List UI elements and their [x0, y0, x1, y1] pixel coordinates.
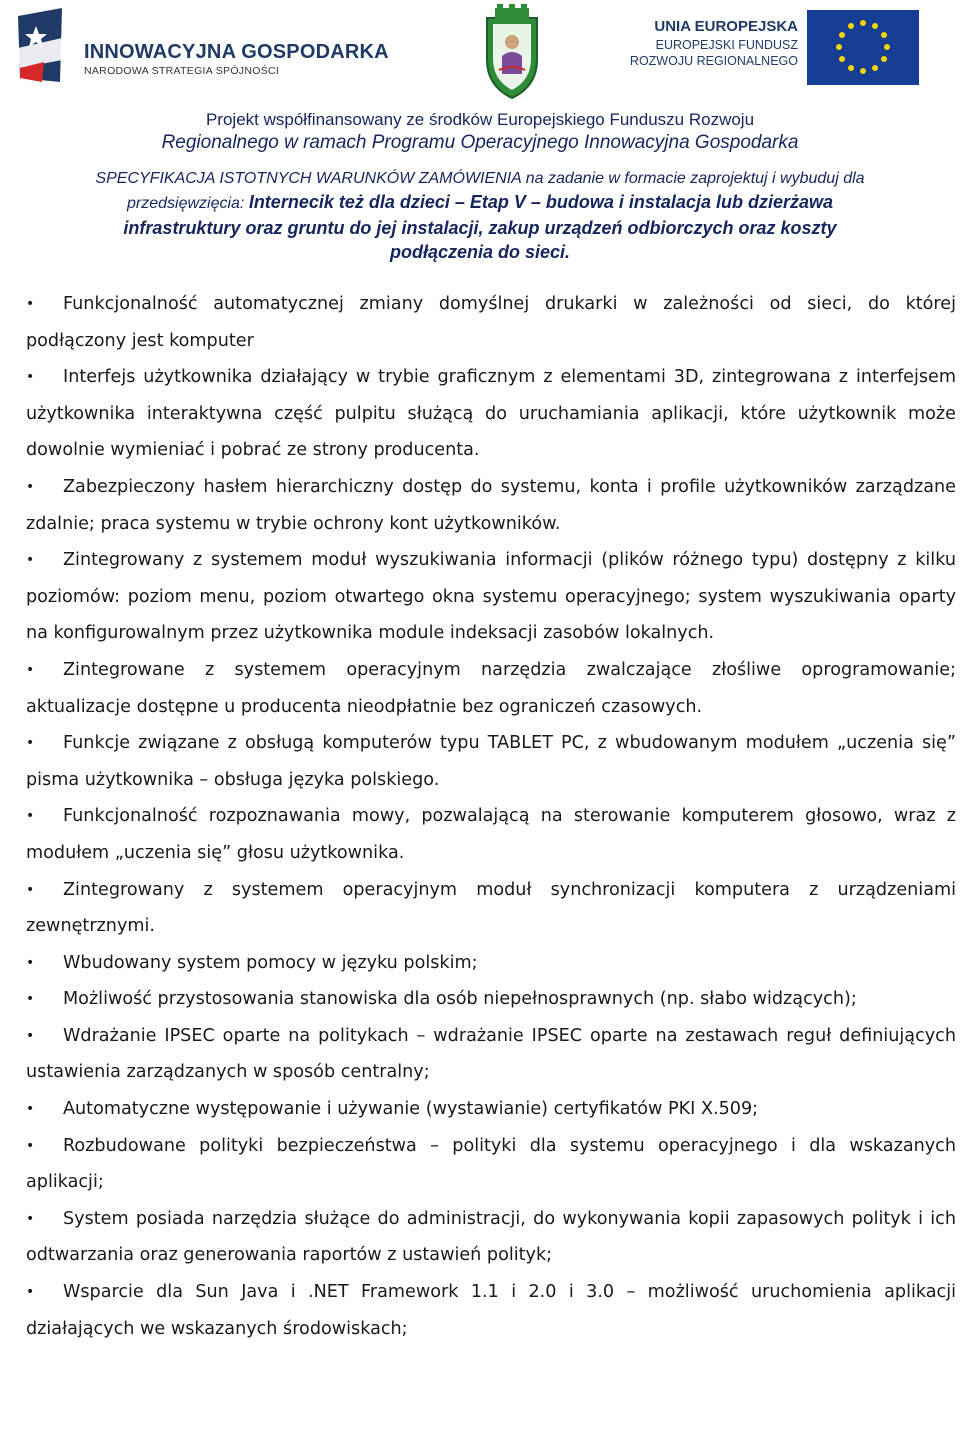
bullet-icon: •	[26, 661, 35, 678]
list-item-text: Funkcjonalność rozpoznawania mowy, pozwalającą na sterowanie komputerem głosowo, wraz z modułem „uczenia się” głosu użytkownika.	[26, 806, 956, 863]
ig-title: INNOWACYJNA GOSPODARKA	[84, 41, 389, 63]
bullet-icon: •	[26, 735, 35, 752]
specification-heading	[0, 168, 960, 264]
gmina-crest-logo	[477, 4, 547, 102]
eu-flag-icon	[805, 10, 950, 85]
list-item	[26, 725, 956, 798]
project-line1: Projekt współfinansowany ze środków Europejskiego Funduszu Rozwoju	[205, 110, 755, 129]
ig-subtitle: NARODOWA STRATEGIA SPÓJNOŚCI	[84, 65, 280, 77]
bullet-icon: •	[26, 1137, 35, 1154]
list-item	[26, 872, 956, 945]
list-item-text: Rozbudowane polityki bezpieczeństwa – polityki dla systemu operacyjnego i dla wskazanych aplikacji;	[26, 1135, 956, 1193]
spec-line3: infrastruktury oraz gruntu do jej instalacji, zakup urządzeń odbiorczych oraz koszty	[123, 218, 837, 238]
list-item	[26, 981, 956, 1018]
project-banner	[0, 110, 960, 156]
bullet-icon: •	[26, 296, 35, 312]
project-line2: Regionalnego w ramach Programu Operacyjnego Innowacyjna Gospodarka	[161, 132, 799, 153]
ue-title: UNIA EUROPEJSKA	[654, 18, 798, 35]
list-item-text: Zintegrowany z systemem operacyjnym moduł synchronizacji komputera z urządzeniami zewnętrznymi.	[26, 879, 956, 937]
bullet-icon: •	[26, 808, 35, 825]
list-item	[26, 945, 956, 982]
list-item-text: Automatyczne występowanie i używanie (wystawianie) certyfikatów PKI X.509;	[63, 1099, 759, 1120]
list-item	[26, 798, 956, 871]
spec-line2-title: Internecik też dla dzieci – Etap V – budowa i instalacja lub dzierżawa	[248, 192, 833, 212]
bullet-icon: •	[26, 954, 35, 971]
header-logos	[0, 0, 960, 105]
list-item-text: Funkcjonalność automatycznej zmiany domyślnej drukarki w zależności od sieci, do której podłączony jest komputer	[26, 294, 956, 351]
bullet-icon: •	[26, 369, 35, 386]
list-item-text: Funkcje związane z obsługą komputerów typu TABLET PC, z wbudowanym modułem „uczenia się” pisma użytkownika – obsługa języka polskiego.	[26, 733, 956, 790]
bullet-icon: •	[26, 1027, 35, 1044]
list-item	[26, 469, 956, 542]
crest-icon	[477, 4, 547, 102]
spec-line1: SPECYFIKACJA ISTOTNYCH WARUNKÓW ZAMÓWIENIA na zadanie w formacie zaprojektuj i wybuduj dla	[95, 170, 865, 187]
list-item	[26, 542, 956, 652]
list-item	[26, 1128, 956, 1201]
requirements-list-container	[26, 286, 956, 1347]
list-item	[26, 359, 956, 469]
list-item-text: Zintegrowane z systemem operacyjnym narzędzia zwalczające złośliwe oprogramowanie; aktualizacje dostępne u producenta nieodpłatnie bez ograniczeń czasowych.	[26, 659, 956, 717]
requirements-list	[26, 286, 956, 1347]
list-item-text: Wbudowany system pomocy w języku polskim;	[63, 952, 478, 973]
list-item-text: System posiada narzędzia służące do administracji, do wykonywania kopii zapasowych polityk i ich odtwarzania oraz generowania raportów z ustawień polityk;	[26, 1208, 956, 1266]
list-item	[26, 1201, 956, 1274]
list-item-text: Wdrażanie IPSEC oparte na politykach – wdrażanie IPSEC oparte na zestawach reguł definiujących ustawienia zarządzanych w sposób centralny;	[26, 1025, 956, 1083]
unia-europejska-logo	[629, 10, 950, 85]
list-item-text: Wsparcie dla Sun Java i .NET Framework 1.1 i 2.0 i 3.0 – możliwość uruchomienia aplikacji działających we wskazanych środowiskach;	[26, 1282, 956, 1339]
bullet-icon: •	[26, 552, 35, 569]
list-item-text: Zabezpieczony hasłem hierarchiczny dostęp do systemu, konta i profile użytkowników zarządzane zdalnie; praca systemu w trybie ochrony kont użytkowników.	[26, 476, 956, 534]
list-item-text: Interfejs użytkownika działający w trybie graficznym z elementami 3D, zintegrowana z interfejsem użytkownika interaktywna część pulpitu służącą do uruchamiania aplikacji, które użytkownik może dowolnie wymieniać i pobrać ze strony producenta.	[26, 367, 956, 461]
spec-line2-prefix: przedsięwzięcia:	[126, 195, 249, 212]
list-item	[26, 1018, 956, 1091]
ue-fund-line2: ROZWOJU REGIONALNEGO	[629, 54, 798, 68]
bullet-icon: •	[26, 478, 35, 495]
bullet-icon: •	[26, 991, 35, 1008]
list-item	[26, 1274, 956, 1347]
list-item	[26, 652, 956, 725]
innowacyjna-gospodarka-logo	[14, 8, 394, 88]
ig-flag-icon	[14, 8, 76, 88]
bullet-icon: •	[26, 1210, 35, 1227]
ue-fund-line1: EUROPEJSKI FUNDUSZ	[655, 38, 798, 52]
spec-line2	[0, 190, 960, 216]
list-item-text: Możliwość przystosowania stanowiska dla osób niepełnosprawnych (np. słabo widzących);	[63, 989, 857, 1010]
bullet-icon: •	[26, 1284, 35, 1301]
bullet-icon: •	[26, 881, 35, 898]
list-item	[26, 1091, 956, 1128]
list-item	[26, 286, 956, 359]
spec-line4: podłączenia do sieci.	[389, 242, 571, 262]
list-item-text: Zintegrowany z systemem moduł wyszukiwania informacji (plików różnego typu) dostępny z kilku poziomów: poziom menu, poziom otwartego okna systemu operacyjnego; system wyszukiwania oparty na konfigurowalnym przez użytkownika module indeksacji zasobów lokalnych.	[26, 550, 956, 644]
bullet-icon: •	[26, 1101, 35, 1118]
